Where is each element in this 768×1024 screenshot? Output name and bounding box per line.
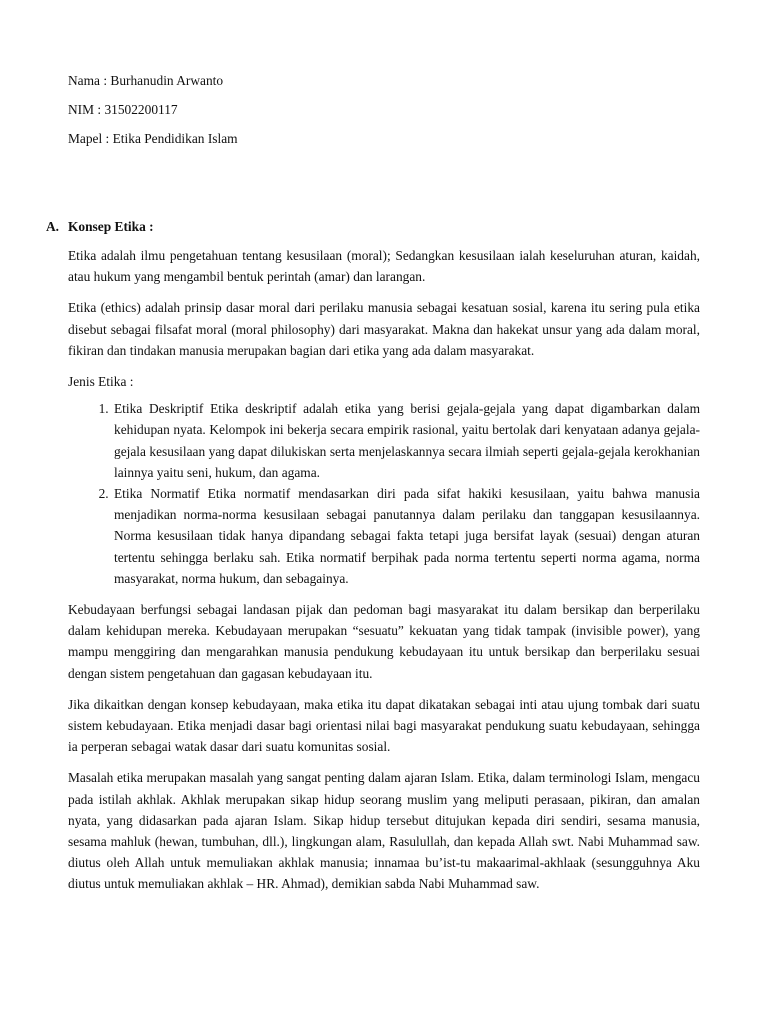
paragraph-etika-islam: Masalah etika merupakan masalah yang sangat penting dalam ajaran Islam. Etika, dalam terminologi Islam, mengacu pada istilah akhlak. Akhlak merupakan sikap hidup seorang muslim yang meliputi perasaan, pikiran, dan amalan nyata, yang didasarkan pada ajaran Islam. Sikap hidup tersebut ditujukan kepada diri sendiri, sesama manusia, sesama mahluk (hewan, tumbuhan, dll.), lingkungan alam, Rasulullah, dan kepada Allah swt. Nabi Muhammad saw. diutus oleh Allah untuk memuliakan akhlak manusia; innamaa bu’ist-tu makaarimal-akhlaak (sesungguhnya Aku diutus untuk memuliakan akhlak – HR. Ahmad), demikian sabda Nabi Muhammad saw. [68,770,700,892]
section-title: Konsep Etika : [68,219,154,234]
jenis-etika-label: Jenis Etika : [68,374,134,390]
section-number: A. [46,219,60,234]
paragraph-etika-ethics: Etika (ethics) adalah prinsip dasar moral dari perilaku manusia sebagai kesatuan sosial, karena itu sering pula etika disebut sebagai filsafat moral (moral philosophy) dari masyarakat. Makna dan hakekat unsur yang ada dalam moral, fikiran dan tindakan manusia merupakan bagian dari etika yang ada dalam masyarakat. [68,300,700,358]
paragraph-etika-definition: Etika adalah ilmu pengetahuan tentang kesusilaan (moral); Sedangkan kesusilaan ialah keseluruhan aturan, kaidah, atau hukum yang mengambil bentuk perintah (amar) dan larangan. [68,248,700,285]
section-heading [46,218,154,235]
jenis-etika-list [68,398,700,589]
list-item-normatif: 2. Etika Normatif Etika normatif mendasarkan diri pada sifat hakiki kesusilaan, yaitu bahwa manusia menjadikan norma-norma kesusilaan sebagai panutannya dalam perilaku dan tanggapan kesusilaannya. Norma kesusilaan tidak hanya dipandang sebagai fakta tetapi juga bersifat layak (sesuai) dengan aturan tertentu sehingga berlaku sah. Etika normatif berpihak pada norma tertentu seperti norma agama, norma masyarakat, norma hukum, dan sebagainya. [112,483,700,589]
document-body [68,245,700,905]
paragraph-kebudayaan: Kebudayaan berfungsi sebagai landasan pijak dan pedoman bagi masyarakat itu dalam bersikap dan berperilaku dalam kehidupan mereka. Kebudayaan merupakan “sesuatu” kekuatan yang tidak tampak (invisible power), yang mampu menggiring dan mengarahkan manusia pendukung kebudayaan itu untuk bersikap dan berperilaku sesuai dengan sistem pengetahuan dan gagasan kebudayaan itu. [68,602,700,681]
header-nama: Nama : Burhanudin Arwanto [68,73,224,88]
list-item-deskriptif: 1. Etika Deskriptif Etika deskriptif adalah etika yang berisi gejala-gejala yang dapat digambarkan dalam kehidupan nyata. Kelompok ini bekerja secara empirik rasional, yaitu bertolak dari kenyataan adanya gejala-gejala kesusilaan yang dapat dilukiskan serta menjelaskannya secara ilmiah seperti gejala-gejala kerokhanian lainnya yaitu seni, hukum, dan agama. [112,398,700,483]
paragraph-konsep-kebudayaan: Jika dikaitkan dengan konsep kebudayaan, maka etika itu dapat dikatakan sebagai inti atau ujung tombak dari suatu sistem kebudayaan. Etika menjadi dasar bagi orientasi nilai bagi masyarakat pendukung suatu kebudayaan, sehingga ia perperan sebagai watak dasar dari suatu komunitas sosial. [68,696,700,755]
header-mapel: Mapel : Etika Pendidikan Islam [68,131,238,146]
header-nim: NIM : 31502200117 [68,102,178,117]
